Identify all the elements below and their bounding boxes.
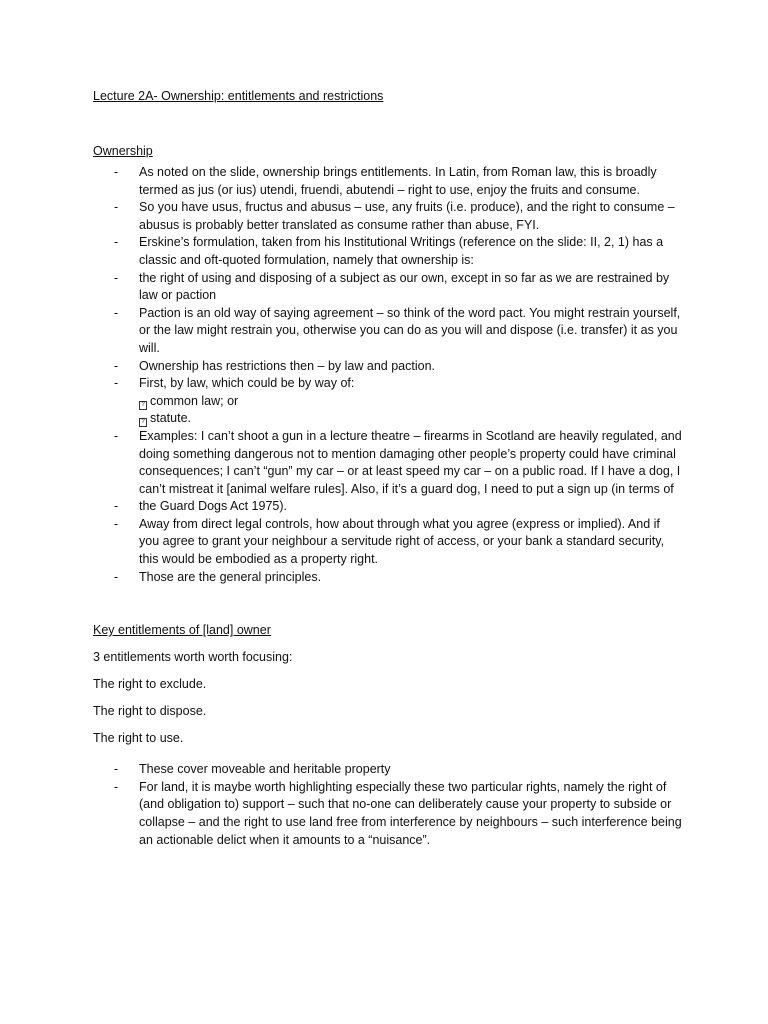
section-heading-ownership: Ownership	[93, 144, 153, 158]
list-item-text: Erskine’s formulation, taken from his Institutional Writings (reference on the slide: II, 2, 1) has a classic and oft-quoted formulation, namely that ownership is:	[139, 235, 664, 267]
missing-glyph-icon: ?	[139, 401, 147, 410]
bullet-dash: -	[114, 376, 119, 391]
bullet-dash: -	[114, 428, 119, 443]
list-item	[93, 375, 683, 428]
sub-item-text: statute.	[150, 411, 191, 426]
bullet-dash: -	[114, 516, 119, 531]
list-item-text: Away from direct legal controls, how about through what you agree (express or implied). And if you agree to grant your neighbour a servitude right of access, or your bank a standard security, this would be embodied as a property right.	[139, 516, 665, 567]
bullet-dash: -	[114, 779, 119, 794]
list-item-text: These cover moveable and heritable property	[139, 762, 391, 777]
list-item	[93, 199, 683, 234]
list-item-text: As noted on the slide, ownership brings entitlements. In Latin, from Roman law, this is broadly termed as jus (or ius) utendi, fruendi, abutendi – right to use, enjoy the fruits and consume.	[139, 165, 657, 197]
bullet-dash: -	[114, 165, 119, 179]
list-item	[93, 270, 683, 305]
bullet-dash: -	[114, 358, 119, 373]
list-item	[93, 305, 683, 358]
paragraph: The right to use.	[93, 731, 184, 746]
list-item-text: Ownership has restrictions then – by law and paction.	[139, 358, 435, 373]
paragraph: The right to exclude.	[93, 677, 207, 692]
sub-item-statute	[139, 410, 683, 428]
list-item-text: So you have usus, fructus and abusus – use, any fruits (i.e. produce), and the right to consume – abusus is probably better translated as consume rather than abuse, FYI.	[139, 200, 675, 232]
list-item	[93, 516, 683, 569]
document-page	[93, 88, 683, 849]
list-item-text: the right of using and disposing of a subject as our own, except in so far as we are restrained by law or paction	[139, 270, 670, 303]
list-item	[93, 234, 683, 269]
list-item-text: For land, it is maybe worth highlighting especially these two particular rights, namely the right of (and obligation to) support – such that no-one can deliberately cause your property to subside or collapse – and the right to use land free from interference by neighbours – such interference being an actionable delict when it amounts to a “nuisance”.	[139, 779, 682, 847]
paragraph: The right to dispose.	[93, 704, 207, 719]
list-item	[93, 779, 683, 849]
ownership-bullet-list	[93, 164, 683, 586]
list-item	[93, 761, 683, 779]
list-item	[93, 498, 683, 516]
list-item	[93, 569, 683, 587]
list-item-text: Those are the general principles.	[139, 569, 322, 584]
list-item-text: First, by law, which could be by way of:	[139, 376, 355, 391]
bullet-dash: -	[114, 569, 119, 584]
list-item	[93, 164, 683, 199]
bullet-dash: -	[114, 499, 119, 514]
section-heading-key-entitlements: Key entitlements of [land] owner	[93, 623, 271, 638]
bullet-dash: -	[114, 200, 119, 215]
bullet-dash: -	[114, 762, 119, 777]
bullet-dash: -	[114, 270, 119, 285]
bullet-dash: -	[114, 235, 119, 250]
list-item-text: Paction is an old way of saying agreement – so think of the word pact. You might restrain yourself, or the law might restrain you, otherwise you can do as you will and dispose (i.e. transfer) it as you will.	[139, 305, 681, 355]
document-title: Lecture 2A- Ownership: entitlements and restrictions	[93, 89, 384, 103]
sub-item-common-law	[139, 393, 683, 411]
list-item-text: Examples: I can’t shoot a gun in a lecture theatre – firearms in Scotland are heavily regulated, and doing something dangerous not to mention damaging other people’s property could have criminal consequences; I can’t “gun” my car – or at least speed my car – on a public road. If I have a dog, I can’t mistreat it [animal welfare rules]. Also, if it’s a guard dog, I need to put a sign up (in terms of	[139, 428, 682, 496]
list-item	[93, 358, 683, 376]
list-item-text: the Guard Dogs Act 1975).	[139, 499, 288, 514]
sub-item-text: common law; or	[150, 393, 239, 408]
paragraph: 3 entitlements worth worth focusing:	[93, 650, 293, 665]
list-item	[93, 428, 683, 498]
missing-glyph-icon: ?	[139, 418, 147, 427]
entitlements-bullet-list	[93, 761, 683, 849]
bullet-dash: -	[114, 305, 119, 320]
